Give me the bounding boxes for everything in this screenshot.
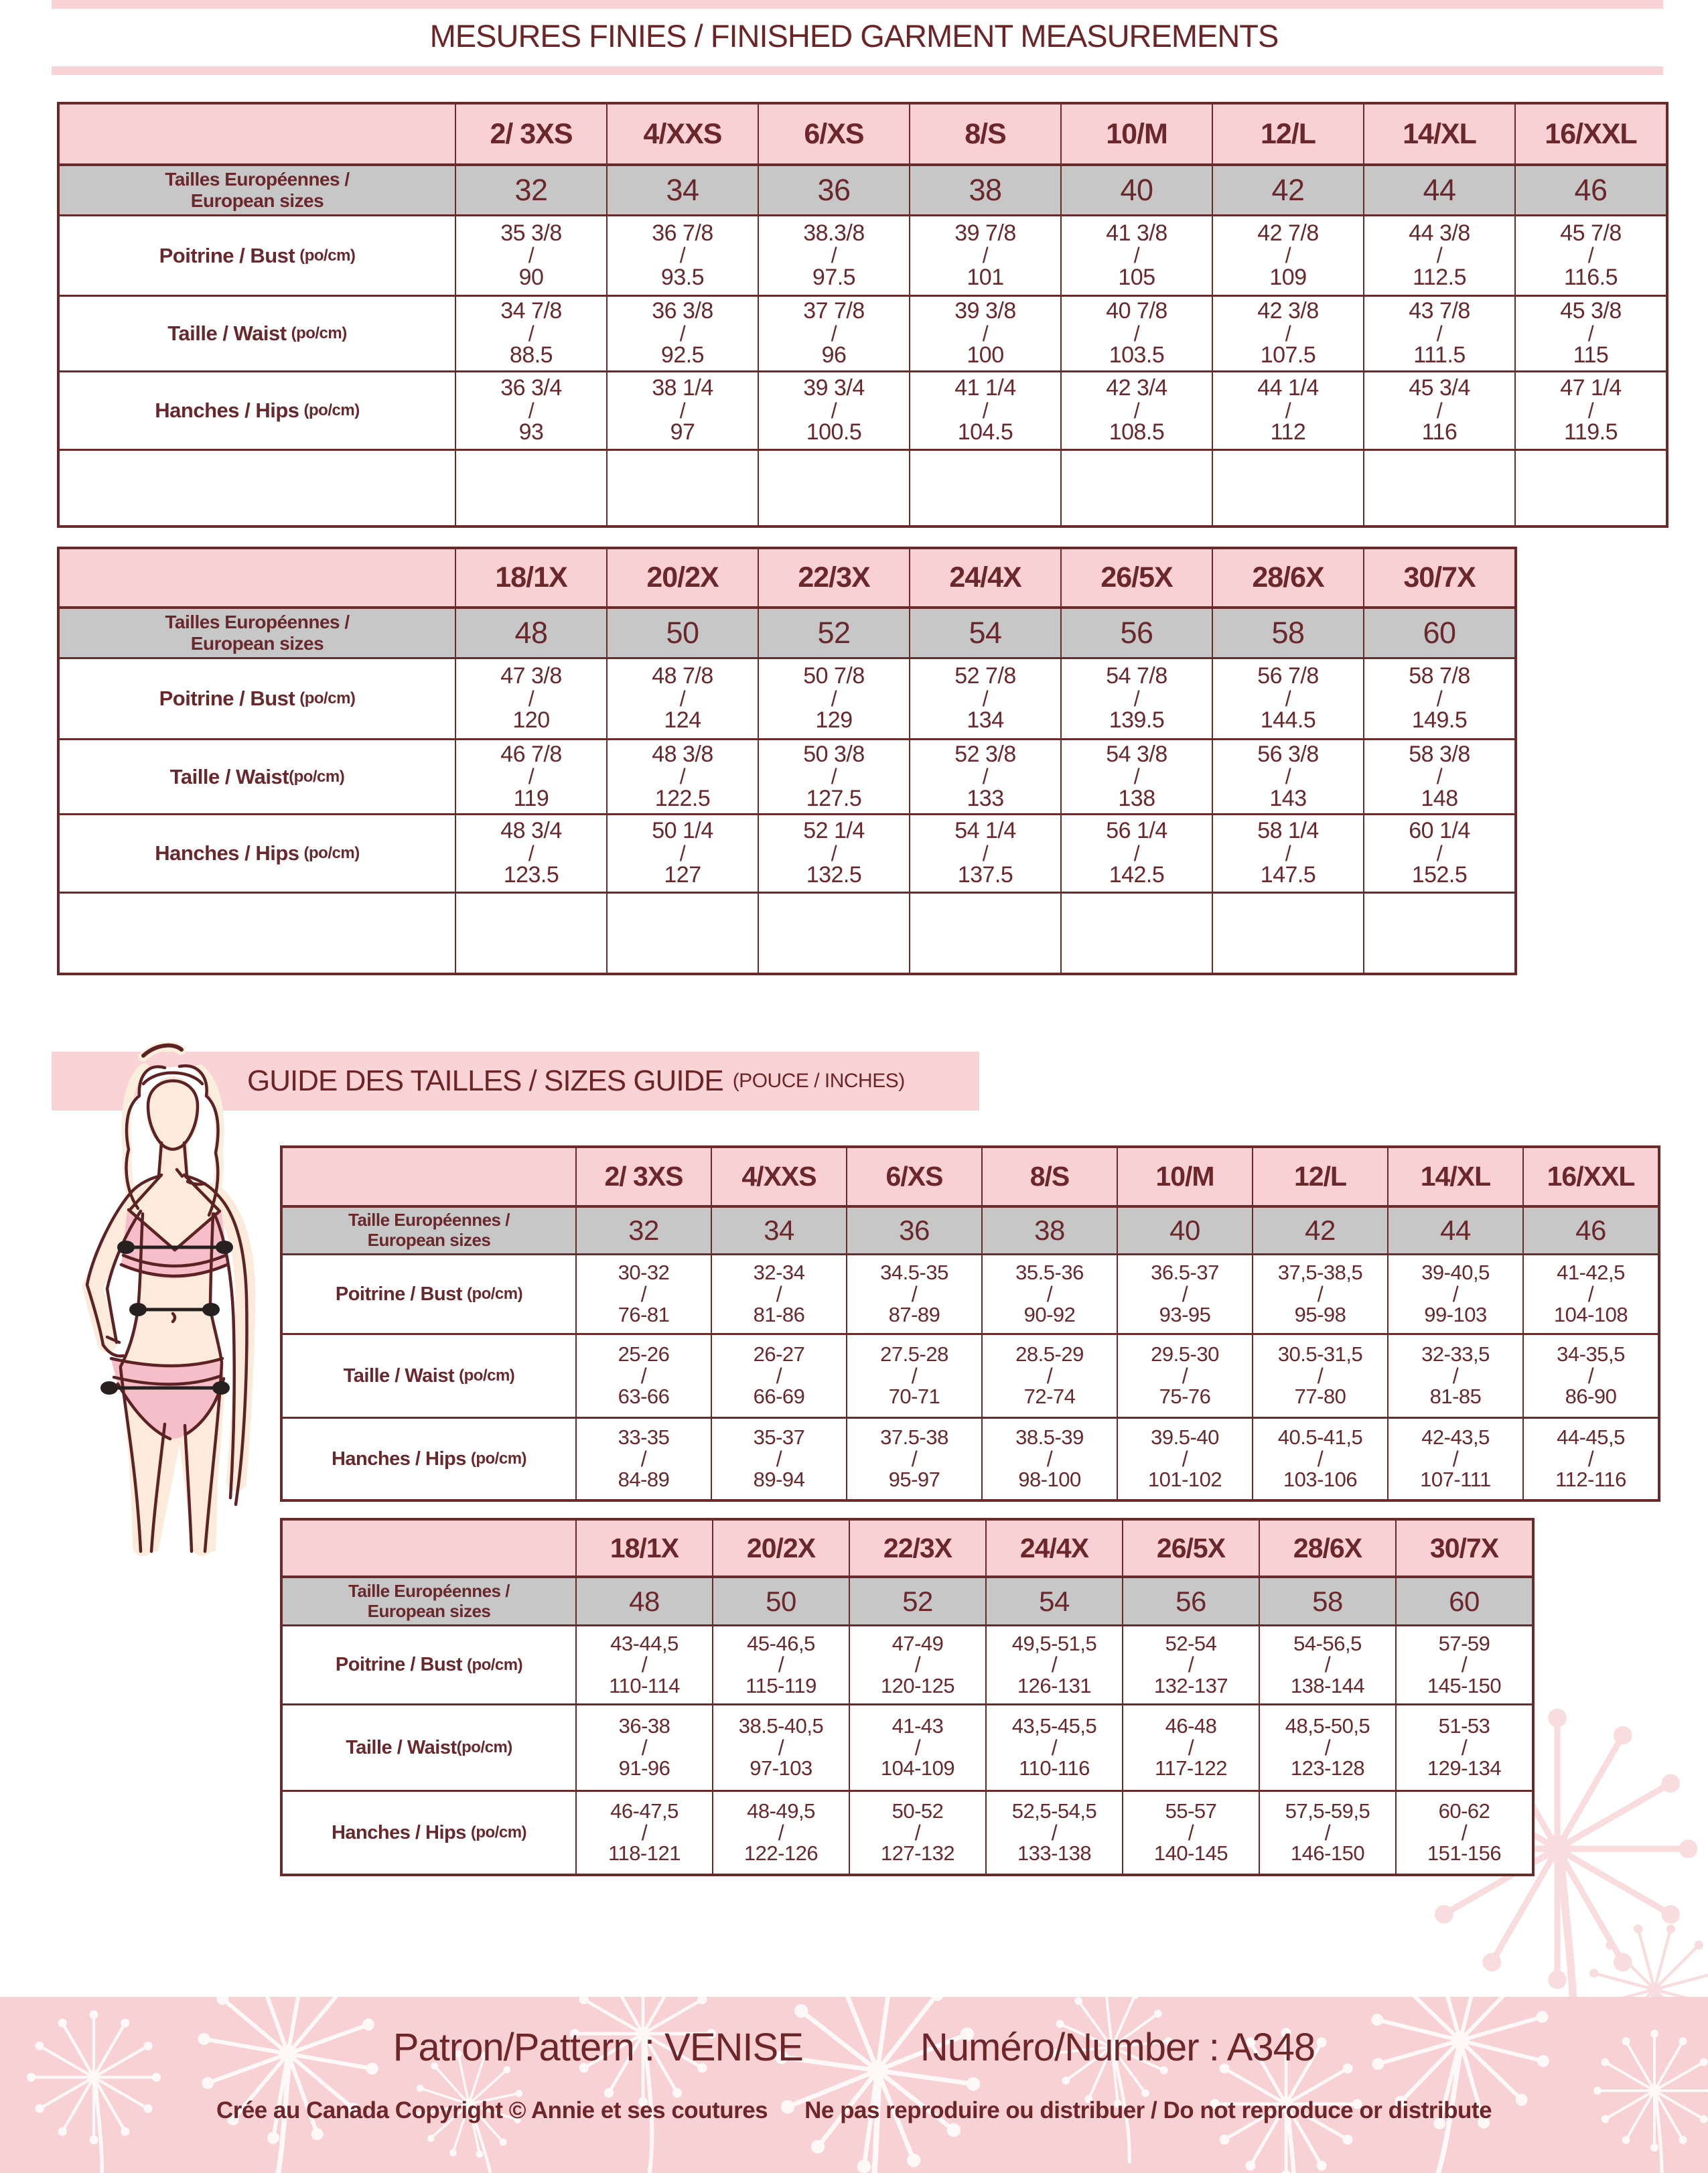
pattern-name: Patron/Pattern : VENISE	[393, 2026, 803, 2069]
size-header-cell: 2/ 3XS	[455, 104, 606, 163]
measurement-value-cell: 44-45,5 / 112-116	[1522, 1417, 1658, 1499]
measurement-value-cell: 56 1/4 / 142.5	[1060, 813, 1212, 892]
measurement-value-cell: 51-53 / 129-134	[1395, 1703, 1532, 1790]
measurement-value-cell: 45 3/4 / 116	[1363, 370, 1514, 449]
euro-sizes-label-cell: Taille Européennes / European sizes	[283, 1575, 575, 1624]
measurement-value-cell: 45-46,5 / 115-119	[712, 1624, 849, 1703]
measurement-value-cell: 56 7/8 / 144.5	[1212, 657, 1363, 738]
measurement-value-cell: 41 3/8 / 105	[1060, 214, 1212, 295]
measurement-value-cell: 52 3/8 / 133	[909, 738, 1060, 813]
measurement-label-cell: Poitrine / Bust (po/cm)	[60, 657, 455, 738]
measurement-value-cell: 36-38 / 91-96	[575, 1703, 712, 1790]
measurement-value-cell: 48 3/4 / 123.5	[455, 813, 606, 892]
measurement-value-cell: 52,5-54,5 / 133-138	[985, 1790, 1122, 1874]
empty-cell	[1363, 892, 1514, 973]
size-header-cell: 14/XL	[1363, 104, 1514, 163]
empty-cell	[606, 449, 758, 525]
measurement-value-cell: 34-35,5 / 86-90	[1522, 1333, 1658, 1417]
measurement-label-cell: Taille / Waist (po/cm)	[60, 738, 455, 813]
size-header-cell: 4/XXS	[711, 1148, 846, 1205]
empty-cell	[758, 892, 909, 973]
empty-cell	[1514, 449, 1666, 525]
measurement-value-cell: 35 3/8 / 90	[455, 214, 606, 295]
measurement-value-cell: 45 3/8 / 115	[1514, 295, 1666, 370]
size-guide-table-large-sizes	[280, 1518, 1535, 1876]
measurement-label-cell: Hanches / Hips (po/cm)	[60, 370, 455, 449]
measurement-value-cell: 44 3/8 / 112.5	[1363, 214, 1514, 295]
measurement-value-cell: 38.5-40,5 / 97-103	[712, 1703, 849, 1790]
measurement-value-cell: 44 1/4 / 112	[1212, 370, 1363, 449]
measurement-value-cell: 39.5-40 / 101-102	[1117, 1417, 1252, 1499]
measurement-value-cell: 52 1/4 / 132.5	[758, 813, 909, 892]
size-guide-table-small-sizes	[280, 1145, 1660, 1502]
euro-size-cell: 46	[1514, 163, 1666, 214]
measurement-value-cell: 47 1/4 / 119.5	[1514, 370, 1666, 449]
copyright-line	[0, 2097, 1708, 2124]
measurement-value-cell: 42 3/8 / 107.5	[1212, 295, 1363, 370]
size-header-cell: 18/1X	[455, 549, 606, 606]
measurement-value-cell: 40.5-41,5 / 103-106	[1252, 1417, 1387, 1499]
page-title: MESURES FINIES / FINISHED GARMENT MEASUREMENTS	[429, 18, 1279, 54]
euro-size-cell: 52	[758, 606, 909, 657]
title-underline-stripe	[52, 66, 1663, 75]
size-header-cell: 30/7X	[1363, 549, 1514, 606]
measurement-label-cell: Taille / Waist (po/cm)	[60, 295, 455, 370]
measurement-value-cell: 48 7/8 / 124	[606, 657, 758, 738]
top-stripe	[52, 0, 1663, 9]
measurement-value-cell: 56 3/8 / 143	[1212, 738, 1363, 813]
euro-size-cell: 60	[1395, 1575, 1532, 1624]
measurement-value-cell: 29.5-30 / 75-76	[1117, 1333, 1252, 1417]
euro-size-cell: 38	[909, 163, 1060, 214]
euro-size-cell: 52	[849, 1575, 985, 1624]
measurement-value-cell: 50 3/8 / 127.5	[758, 738, 909, 813]
measurement-value-cell: 45 7/8 / 116.5	[1514, 214, 1666, 295]
measurement-label-cell: Taille / Waist (po/cm)	[283, 1703, 575, 1790]
measurement-value-cell: 39 7/8 / 101	[909, 214, 1060, 295]
measurement-value-cell: 36.5-37 / 93-95	[1117, 1253, 1252, 1333]
measurement-label-cell: Hanches / Hips (po/cm)	[283, 1790, 575, 1874]
measurement-label-cell: Hanches / Hips (po/cm)	[60, 813, 455, 892]
size-header-cell: 30/7X	[1395, 1521, 1532, 1575]
size-header-cell: 8/S	[909, 104, 1060, 163]
size-header-cell: 14/XL	[1387, 1148, 1522, 1205]
measurement-value-cell: 32-34 / 81-86	[711, 1253, 846, 1333]
measurement-label-cell: Poitrine / Bust (po/cm)	[283, 1624, 575, 1703]
measurement-value-cell: 32-33,5 / 81-85	[1387, 1333, 1522, 1417]
measurement-value-cell: 41 1/4 / 104.5	[909, 370, 1060, 449]
measurement-value-cell: 49,5-51,5 / 126-131	[985, 1624, 1122, 1703]
measurement-value-cell: 54-56,5 / 138-144	[1259, 1624, 1395, 1703]
size-header-cell: 18/1X	[575, 1521, 712, 1575]
measurement-value-cell: 47 3/8 / 120	[455, 657, 606, 738]
euro-size-cell: 60	[1363, 606, 1514, 657]
measurement-value-cell: 41-42,5 / 104-108	[1522, 1253, 1658, 1333]
measurement-value-cell: 60-62 / 151-156	[1395, 1790, 1532, 1874]
euro-size-cell: 44	[1387, 1205, 1522, 1253]
measurement-value-cell: 26-27 / 66-69	[711, 1333, 846, 1417]
measurement-value-cell: 43,5-45,5 / 110-116	[985, 1703, 1122, 1790]
measurement-value-cell: 58 1/4 / 147.5	[1212, 813, 1363, 892]
euro-size-cell: 44	[1363, 163, 1514, 214]
size-guide-title: GUIDE DES TAILLES / SIZES GUIDE	[247, 1064, 723, 1097]
size-header-cell: 10/M	[1117, 1148, 1252, 1205]
euro-size-cell: 36	[758, 163, 909, 214]
measurement-value-cell: 39 3/4 / 100.5	[758, 370, 909, 449]
size-header-cell: 26/5X	[1122, 1521, 1259, 1575]
euro-size-cell: 58	[1212, 606, 1363, 657]
measurement-value-cell: 57,5-59,5 / 146-150	[1259, 1790, 1395, 1874]
measurement-value-cell: 58 7/8 / 149.5	[1363, 657, 1514, 738]
euro-size-cell: 50	[712, 1575, 849, 1624]
empty-cell	[1060, 449, 1212, 525]
measurement-value-cell: 36 3/4 / 93	[455, 370, 606, 449]
woman-measurement-figure-icon	[79, 1042, 303, 1561]
measurement-value-cell: 57-59 / 145-150	[1395, 1624, 1532, 1703]
corner-cell	[283, 1148, 575, 1205]
size-header-cell: 28/6X	[1212, 549, 1363, 606]
corner-cell	[60, 549, 455, 606]
measurement-value-cell: 60 1/4 / 152.5	[1363, 813, 1514, 892]
size-header-cell: 20/2X	[712, 1521, 849, 1575]
size-header-cell: 10/M	[1060, 104, 1212, 163]
corner-cell	[60, 104, 455, 163]
measurement-value-cell: 52 7/8 / 134	[909, 657, 1060, 738]
measurement-value-cell: 43 7/8 / 111.5	[1363, 295, 1514, 370]
dandelion-field-icon	[0, 1997, 1708, 2173]
measurement-value-cell: 58 3/8 / 148	[1363, 738, 1514, 813]
size-header-cell: 16/XXL	[1522, 1148, 1658, 1205]
measurement-label-cell: Hanches / Hips (po/cm)	[283, 1417, 575, 1499]
measurement-value-cell: 34 7/8 / 88.5	[455, 295, 606, 370]
euro-size-cell: 48	[455, 606, 606, 657]
empty-cell	[60, 892, 455, 973]
euro-size-cell: 56	[1060, 606, 1212, 657]
euro-size-cell: 42	[1252, 1205, 1387, 1253]
empty-cell	[606, 892, 758, 973]
euro-size-cell: 42	[1212, 163, 1363, 214]
size-header-cell: 12/L	[1252, 1148, 1387, 1205]
euro-size-cell: 32	[575, 1205, 711, 1253]
size-header-cell: 26/5X	[1060, 549, 1212, 606]
measurement-value-cell: 55-57 / 140-145	[1122, 1790, 1259, 1874]
measurement-value-cell: 46-48 / 117-122	[1122, 1703, 1259, 1790]
measurement-value-cell: 28.5-29 / 72-74	[981, 1333, 1117, 1417]
measurement-value-cell: 25-26 / 63-66	[575, 1333, 711, 1417]
distribution-notice: Ne pas reproduire ou distribuer / Do not reproduce or distribute	[804, 2097, 1492, 2123]
euro-size-cell: 40	[1060, 163, 1212, 214]
measurement-value-cell: 46 7/8 / 119	[455, 738, 606, 813]
euro-size-cell: 34	[711, 1205, 846, 1253]
euro-size-cell: 50	[606, 606, 758, 657]
measurement-value-cell: 54 7/8 / 139.5	[1060, 657, 1212, 738]
empty-cell	[60, 449, 455, 525]
measurement-value-cell: 43-44,5 / 110-114	[575, 1624, 712, 1703]
measurement-value-cell: 48-49,5 / 122-126	[712, 1790, 849, 1874]
measurement-value-cell: 46-47,5 / 118-121	[575, 1790, 712, 1874]
corner-cell	[283, 1521, 575, 1575]
measurement-value-cell: 36 3/8 / 92.5	[606, 295, 758, 370]
euro-size-cell: 58	[1259, 1575, 1395, 1624]
measurement-value-cell: 37 7/8 / 96	[758, 295, 909, 370]
euro-size-cell: 56	[1122, 1575, 1259, 1624]
euro-size-cell: 46	[1522, 1205, 1658, 1253]
measurement-value-cell: 50 7/8 / 129	[758, 657, 909, 738]
size-header-cell: 20/2X	[606, 549, 758, 606]
measurement-value-cell: 42 7/8 / 109	[1212, 214, 1363, 295]
measurement-value-cell: 54 3/8 / 138	[1060, 738, 1212, 813]
euro-sizes-label-cell: Tailles Européennes / European sizes	[60, 606, 455, 657]
measurement-value-cell: 50 1/4 / 127	[606, 813, 758, 892]
measurement-value-cell: 37,5-38,5 / 95-98	[1252, 1253, 1387, 1333]
finished-garment-table-small-sizes	[57, 102, 1668, 528]
euro-size-cell: 48	[575, 1575, 712, 1624]
empty-cell	[1060, 892, 1212, 973]
size-header-cell: 2/ 3XS	[575, 1148, 711, 1205]
measurement-value-cell: 39-40,5 / 99-103	[1387, 1253, 1522, 1333]
euro-size-cell: 40	[1117, 1205, 1252, 1253]
euro-sizes-label-cell: Taille Européennes / European sizes	[283, 1205, 575, 1253]
empty-cell	[909, 449, 1060, 525]
measurement-label-cell: Poitrine / Bust (po/cm)	[283, 1253, 575, 1333]
measurement-value-cell: 52-54 / 132-137	[1122, 1624, 1259, 1703]
empty-cell	[909, 892, 1060, 973]
measurement-value-cell: 39 3/8 / 100	[909, 295, 1060, 370]
measurement-value-cell: 50-52 / 127-132	[849, 1790, 985, 1874]
copyright-text: Crée au Canada Copyright © Annie et ses coutures	[216, 2097, 768, 2123]
size-header-cell: 4/XXS	[606, 104, 758, 163]
measurement-value-cell: 48 3/8 / 122.5	[606, 738, 758, 813]
pattern-number: Numéro/Number : A348	[920, 2026, 1315, 2069]
euro-size-cell: 32	[455, 163, 606, 214]
size-header-cell: 24/4X	[985, 1521, 1122, 1575]
measurement-value-cell: 54 1/4 / 137.5	[909, 813, 1060, 892]
measurement-value-cell: 33-35 / 84-89	[575, 1417, 711, 1499]
measurement-value-cell: 30.5-31,5 / 77-80	[1252, 1333, 1387, 1417]
size-header-cell: 22/3X	[758, 549, 909, 606]
measurement-value-cell: 48,5-50,5 / 123-128	[1259, 1703, 1395, 1790]
euro-size-cell: 36	[846, 1205, 981, 1253]
measurement-value-cell: 27.5-28 / 70-71	[846, 1333, 981, 1417]
size-header-cell: 16/XXL	[1514, 104, 1666, 163]
size-guide-subtitle: (POUCE / INCHES)	[732, 1070, 905, 1092]
size-header-cell: 8/S	[981, 1148, 1117, 1205]
size-header-cell: 6/XS	[758, 104, 909, 163]
euro-sizes-label-cell: Tailles Européennes / European sizes	[60, 163, 455, 214]
measurement-value-cell: 30-32 / 76-81	[575, 1253, 711, 1333]
measurement-value-cell: 42 3/4 / 108.5	[1060, 370, 1212, 449]
size-header-cell: 24/4X	[909, 549, 1060, 606]
measurement-label-cell: Poitrine / Bust (po/cm)	[60, 214, 455, 295]
pattern-identification	[0, 2025, 1708, 2070]
euro-size-cell: 34	[606, 163, 758, 214]
euro-size-cell: 54	[909, 606, 1060, 657]
measurement-value-cell: 35-37 / 89-94	[711, 1417, 846, 1499]
euro-size-cell: 54	[985, 1575, 1122, 1624]
footer-band	[0, 1997, 1708, 2173]
finished-garment-table-large-sizes	[57, 547, 1517, 975]
size-header-cell: 22/3X	[849, 1521, 985, 1575]
size-header-cell: 12/L	[1212, 104, 1363, 163]
measurement-value-cell: 40 7/8 / 103.5	[1060, 295, 1212, 370]
measurement-value-cell: 37.5-38 / 95-97	[846, 1417, 981, 1499]
empty-cell	[1212, 892, 1363, 973]
empty-cell	[758, 449, 909, 525]
measurement-value-cell: 47-49 / 120-125	[849, 1624, 985, 1703]
measurement-label-cell: Taille / Waist (po/cm)	[283, 1333, 575, 1417]
empty-cell	[455, 892, 606, 973]
empty-cell	[1212, 449, 1363, 525]
measurement-value-cell: 38 1/4 / 97	[606, 370, 758, 449]
size-header-cell: 6/XS	[846, 1148, 981, 1205]
size-header-cell: 28/6X	[1259, 1521, 1395, 1575]
empty-cell	[1363, 449, 1514, 525]
measurement-value-cell: 38.3/8 / 97.5	[758, 214, 909, 295]
measurement-value-cell: 38.5-39 / 98-100	[981, 1417, 1117, 1499]
euro-size-cell: 38	[981, 1205, 1117, 1253]
measurement-value-cell: 41-43 / 104-109	[849, 1703, 985, 1790]
measurement-value-cell: 35.5-36 / 90-92	[981, 1253, 1117, 1333]
measurement-value-cell: 36 7/8 / 93.5	[606, 214, 758, 295]
measurement-value-cell: 42-43,5 / 107-111	[1387, 1417, 1522, 1499]
empty-cell	[455, 449, 606, 525]
measurement-value-cell: 34.5-35 / 87-89	[846, 1253, 981, 1333]
